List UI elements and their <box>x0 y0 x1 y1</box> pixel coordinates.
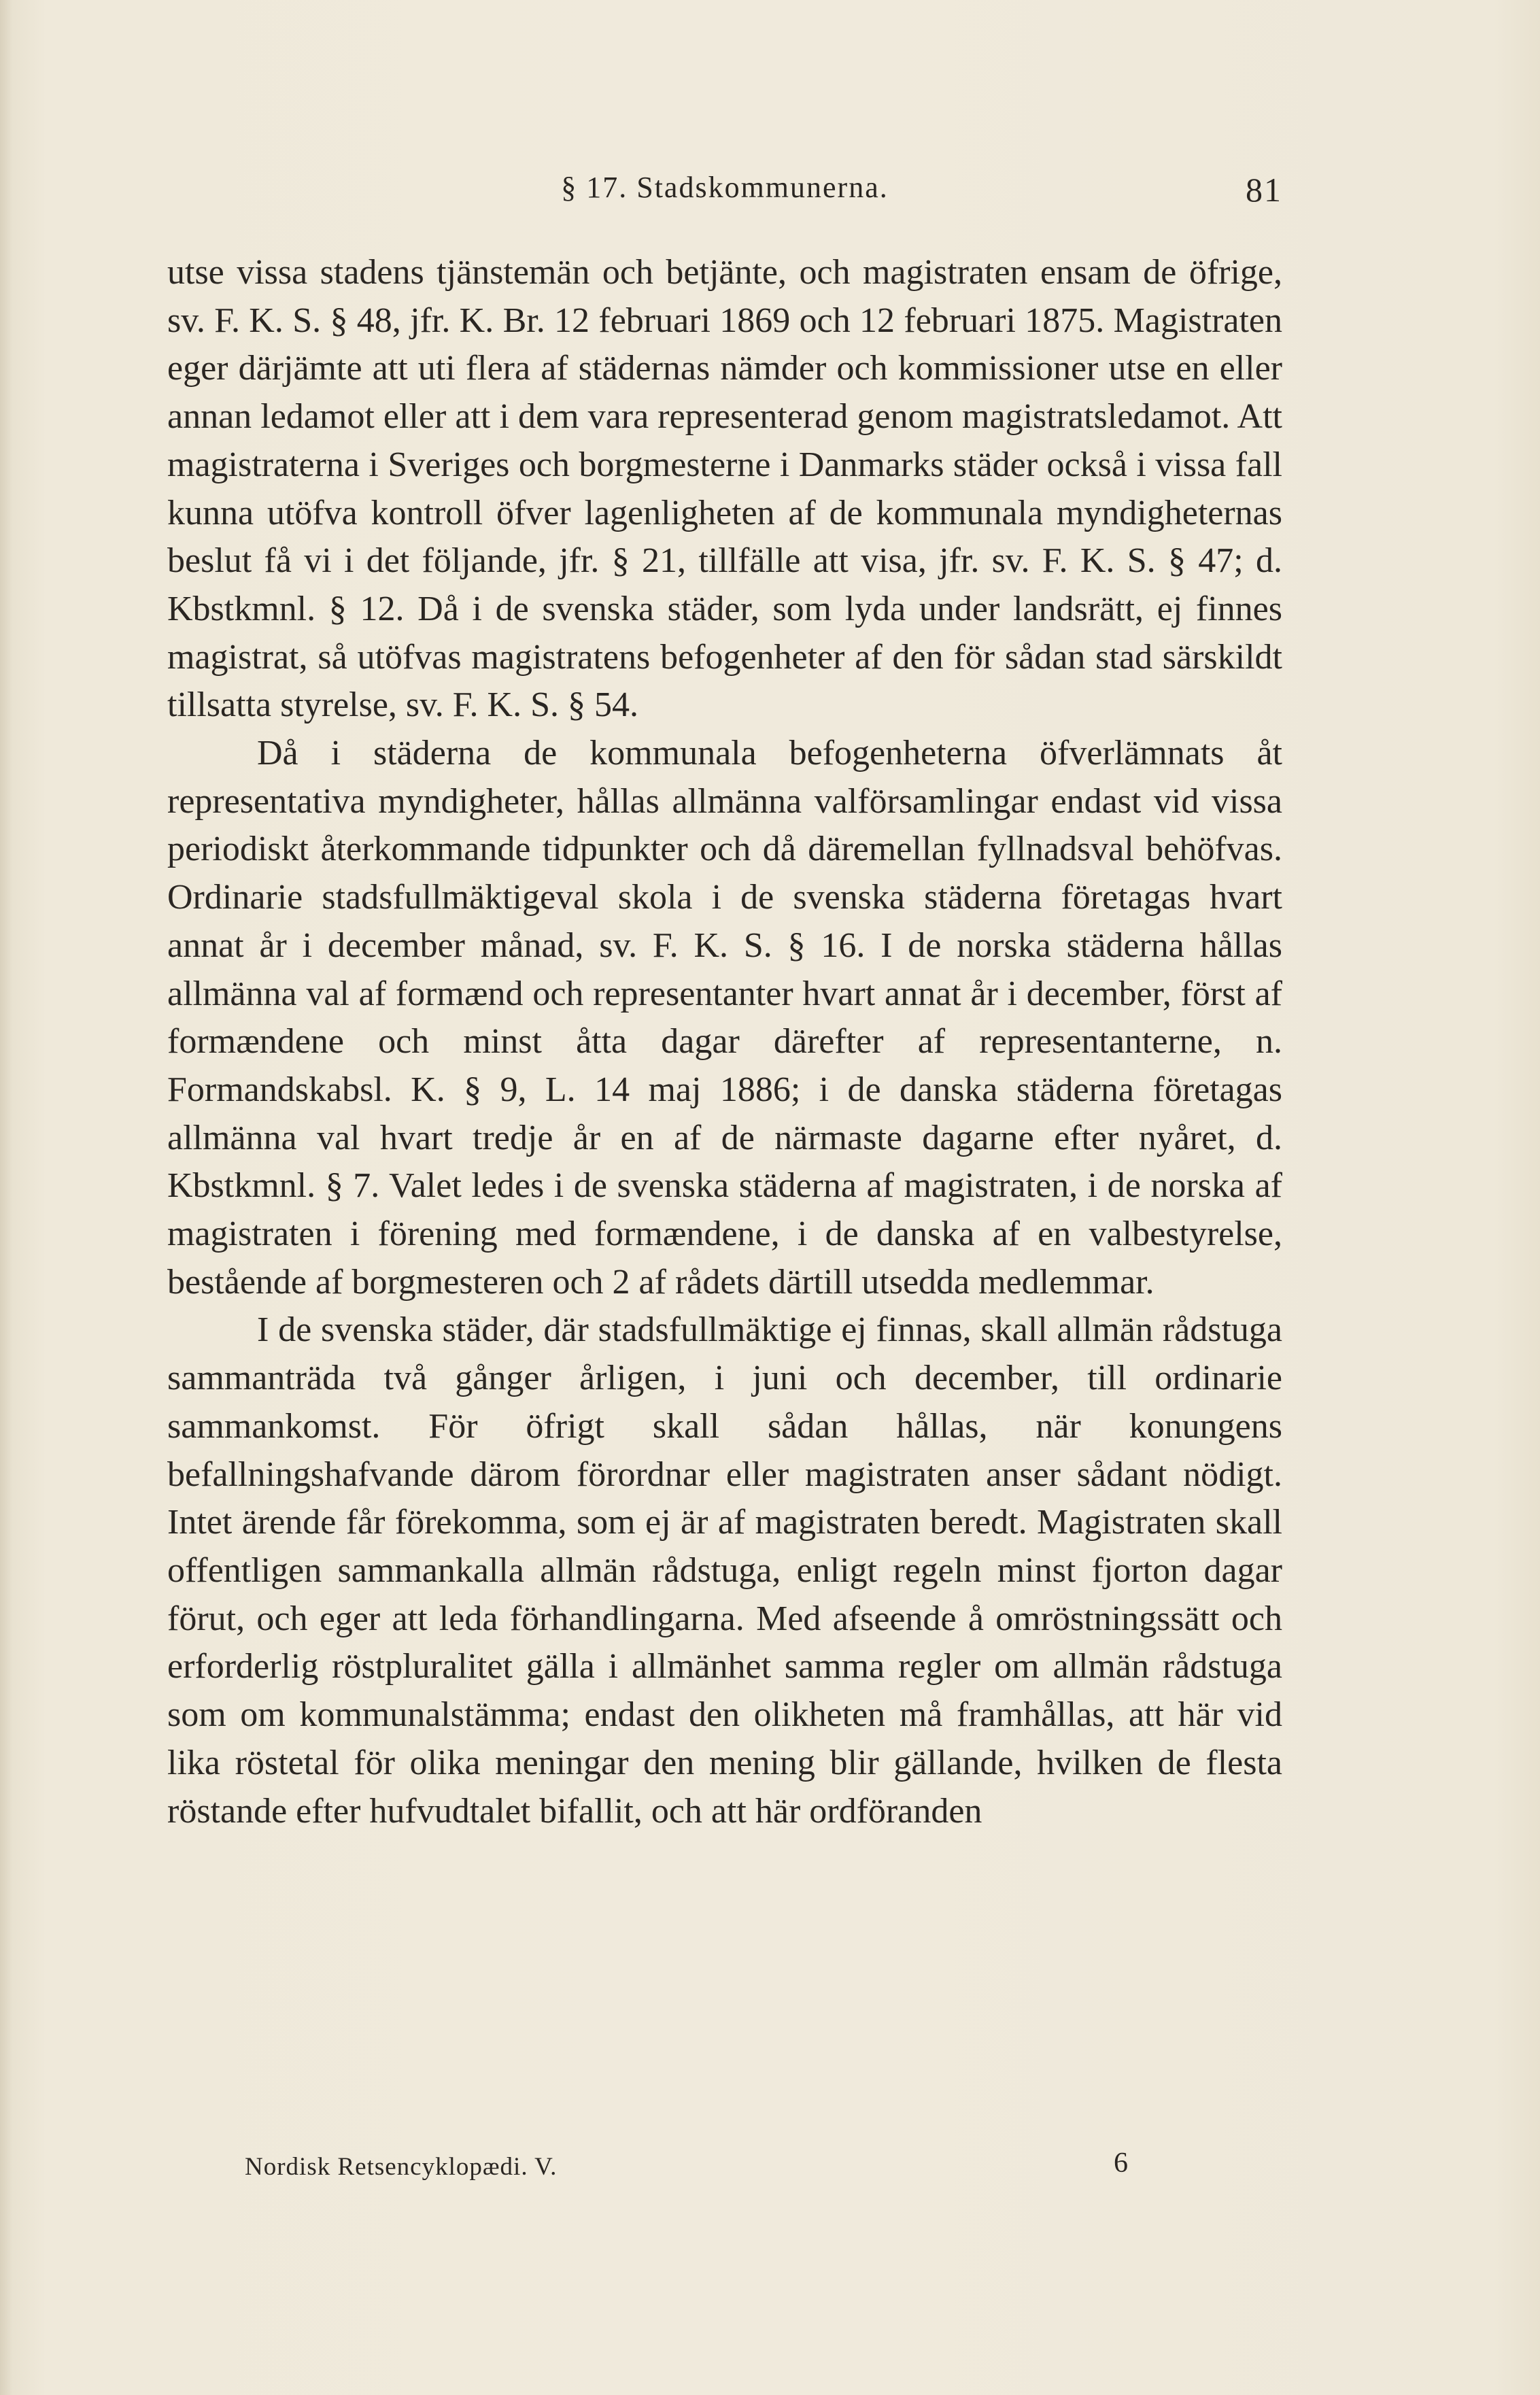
publication-title: Nordisk Retsencyklopædi. V. <box>245 2153 558 2181</box>
paragraph-2: Då i städerna de kommunala befogenheterna öfverlämnats åt representativa myndigheter, hållas allmänna valförsamlingar endast vid vissa periodiskt återkommande tidpunkter och då däremellan fyllnadsval behöfvas. Ordinarie stadsfullmäktigeval skola i de svenska städerna företagas hvart annat år i december månad, sv. F. K. S. § 16. I de norska städerna hållas allmänna val af formænd och representanter hvart annat år i december, först af formændene och minst åtta dagar därefter af representanterne, n. Formandskabsl. K. § 9, L. 14 maj 1886; i de danska städerna företagas allmänna val hvart tredje år en af de närmaste dagarne efter nyåret, d. Kbstkmnl. § 7. Valet ledes i de svenska städerna af magistraten, i de norska af magistraten i förening med formændene, i de danska af en valbestyrelse, bestående af borgmesteren och 2 af rådets därtill utsedda medlemmar. <box>167 734 1282 1302</box>
paragraph-3: I de svenska städer, där stadsfullmäktige ej finnas, skall allmän rådstuga sammanträda två gånger årligen, i juni och december, till ordinarie sammankomst. För öfrigt skall sådan hållas, när konungens befallningshafvande därom förordnar eller magistraten anser sådant nödigt. Intet ärende får förekomma, som ej är af magistraten beredt. Magistraten skall offentligen sammankalla allmän rådstuga, enligt regeln minst fjorton dagar förut, och eger att leda förhandlingarna. Med afseende å omröstningssätt och erforderlig röstpluralitet gälla i allmänhet samma regler om allmän rådstuga som om kommunalstämma; endast den olikheten må framhållas, att här vid lika röstetal för olika meningar den mening blir gällande, hvilken de flesta röstande efter hufvudtalet bifallit, och att här ordföranden <box>167 1310 1282 1831</box>
signature-mark: 6 <box>1114 2147 1129 2179</box>
body-text <box>167 249 1282 1835</box>
page-footer <box>245 2147 1129 2193</box>
running-title: § 17. Stadskommunerna. <box>561 171 889 204</box>
paragraph-1: utse vissa stadens tjänstemän och betjänte, och magistraten ensam de öfrige, sv. F. K. S. § 48, jfr. K. Br. 12 februari 1869 och 12 februari 1875. Magistraten eger därjämte att uti flera af städernas nämder och kommissioner utse en eller annan ledamot eller att i dem vara representerad genom magistratsledamot. Att magistraterna i Sveriges och borgmesterne i Danmarks städer också i vissa fall kunna utöfva kontroll öfver lagenligheten af de kommunala myndigheternas beslut få vi i det följande, jfr. § 21, tillfälle att visa, jfr. sv. F. K. S. § 47; d. Kbstkmnl. § 12. Då i de svenska städer, som lyda under landsrätt, ej finnes magistrat, så utöfvas magistratens befogenheter af den för sådan stad särskildt tillsatta styrelse, sv. F. K. S. § 54. <box>167 253 1282 725</box>
page-number: 81 <box>1246 171 1282 209</box>
running-head <box>167 170 1282 218</box>
page-gutter-shadow <box>0 0 12 2395</box>
